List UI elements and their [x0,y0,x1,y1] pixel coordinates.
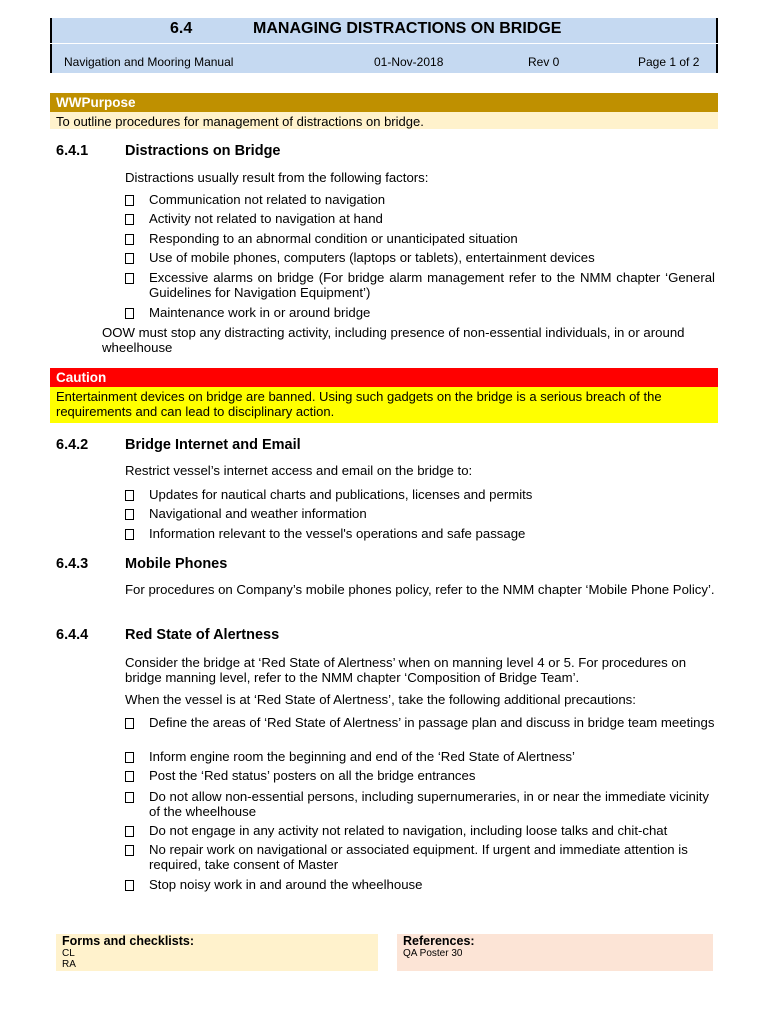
checkbox-bullet-icon [125,880,134,891]
reference-item: QA Poster 30 [403,948,463,959]
section-number-644: 6.4.4 [56,627,89,643]
forms-label: Forms and checklists: [62,934,194,948]
caution-label: Caution [50,368,718,387]
references-label: References: [403,934,475,948]
checkbox-bullet-icon [125,273,134,284]
section-title-643: Mobile Phones [125,556,228,572]
form-item: CL [62,948,75,959]
checkbox-bullet-icon [125,792,134,803]
checkbox-bullet-icon [125,752,134,763]
form-item: RA [62,959,76,970]
checkbox-bullet-icon [125,718,134,729]
checkbox-bullet-icon [125,253,134,264]
checkbox-bullet-icon [125,308,134,319]
section-intro-644: Consider the bridge at ‘Red State of Alertness’ when on manning level 4 or 5. For procedures on bridge manning level, refer to the NMM chapter ‘Composition of Bridge Team’. [125,655,687,685]
checkbox-bullet-icon [125,234,134,245]
section-title-641: Distractions on Bridge [125,143,281,159]
checkbox-bullet-icon [125,826,134,837]
revision: Rev 0 [528,55,560,69]
checkbox-bullet-icon [125,845,134,856]
checkbox-bullet-icon [125,195,134,206]
references-box [397,934,713,971]
caution-text: Entertainment devices on bridge are banned. Using such gadgets on the bridge is a serious breach of the requirements and can lead to disciplinary action. [50,387,718,423]
section-intro-642: Restrict vessel’s internet access and email on the bridge to: [125,463,473,478]
section-number-641: 6.4.1 [56,143,89,159]
section-intro2-644: When the vessel is at ‘Red State of Alertness’, take the following additional precautions: [125,692,636,707]
section-text-643: For procedures on Company’s mobile phones policy, refer to the NMM chapter ‘Mobile Phone Policy’. [125,582,715,597]
checkbox-bullet-icon [125,771,134,782]
checkbox-bullet-icon [125,490,134,501]
section-number: 6.4 [170,20,193,37]
purpose-text: To outline procedures for management of distractions on bridge. [50,112,718,129]
section-title-642: Bridge Internet and Email [125,437,301,453]
page-title: MANAGING DISTRACTIONS ON BRIDGE [253,20,562,37]
header-divider [50,43,718,44]
document-date: 01-Nov-2018 [374,55,444,69]
checkbox-bullet-icon [125,529,134,540]
checkbox-bullet-icon [125,509,134,520]
section-intro-641: Distractions usually result from the following factors: [125,170,429,185]
section-title-644: Red State of Alertness [125,627,280,643]
page-number: Page 1 of 2 [638,55,700,69]
checkbox-bullet-icon [125,214,134,225]
manual-name: Navigation and Mooring Manual [64,55,234,69]
purpose-label: WWPurpose [50,93,718,112]
section-number-643: 6.4.3 [56,556,89,572]
forms-and-checklists-box [56,934,378,971]
section-number-642: 6.4.2 [56,437,89,453]
oow-note: OOW must stop any distracting activity, including presence of non-essential individuals, in or around wheelhouse [102,325,685,355]
